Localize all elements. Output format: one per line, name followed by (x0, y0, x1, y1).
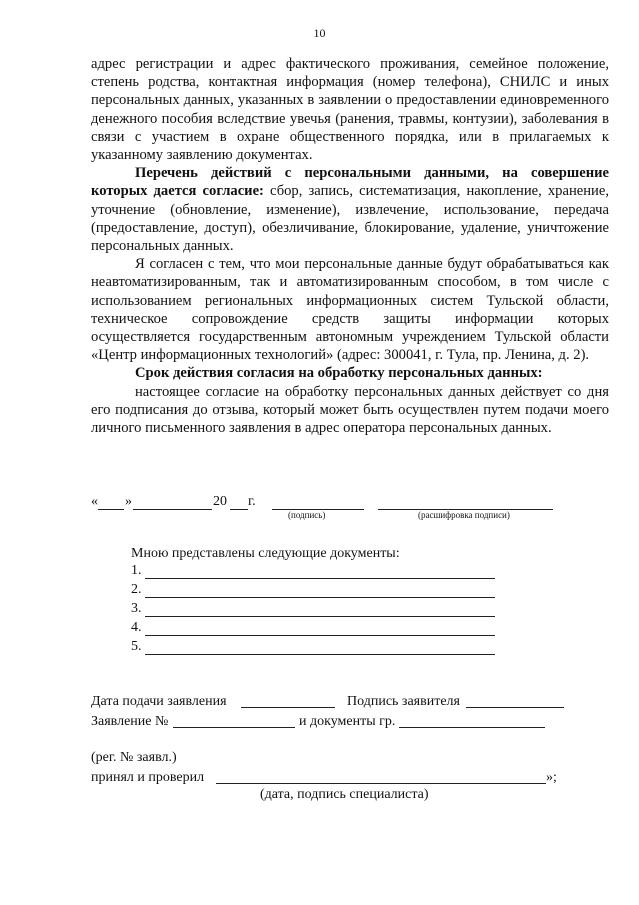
paragraph-personal-data-list: адрес регистрации и адрес фактического проживания, семейное положение, степень родства, контактная информация (номер телефона), СНИЛС и иных персональных данных, указанных в заявлении о предоставлении единовременного денежного пособия вследствие увечья (ранения, травмы, контузии), заболевания в связи с участием в охране общественного порядка, или в прилагаемых к указанному заявлению документах. (91, 56, 609, 164)
signature-caption: (подпись) (288, 510, 326, 520)
document-field[interactable] (145, 635, 495, 636)
day-field[interactable] (98, 509, 124, 510)
year-field[interactable] (230, 509, 248, 510)
application-number-field[interactable] (173, 727, 295, 728)
accepted-label: принял и проверил (91, 770, 205, 785)
document-line[interactable] (131, 601, 400, 620)
document-field[interactable] (145, 616, 495, 617)
document-field[interactable] (145, 578, 495, 579)
paragraph-validity: настоящее согласие на обработку персональных данных действует со дня его подписания до отзыва, который может быть осуществлен путем подачи моего личного письменного заявления в адрес оператора персональных данных. (91, 383, 609, 437)
document-line[interactable] (131, 639, 400, 658)
document-line[interactable] (131, 620, 400, 639)
reg-number-label: (рег. № заявл.) (91, 750, 177, 765)
page-number: 10 (313, 26, 326, 40)
document-line[interactable] (131, 563, 400, 582)
applicant-signature-label: Подпись заявителя (347, 694, 460, 709)
submit-date-field[interactable] (241, 707, 335, 708)
applicant-signature-field[interactable] (466, 707, 564, 708)
month-field[interactable] (133, 509, 212, 510)
documents-of-label: и документы гр. (299, 714, 396, 729)
actions-heading: Перечень действий с персональными данными, на совершение которых дается согласие: (91, 165, 609, 200)
document-number: 2. (131, 582, 142, 597)
document-number: 3. (131, 601, 142, 616)
date-open-quote: « (91, 494, 98, 509)
document-field[interactable] (145, 597, 495, 598)
signature-row (91, 494, 611, 524)
submit-date-label: Дата подачи заявления (91, 694, 227, 709)
document-number: 4. (131, 620, 142, 635)
application-number-label: Заявление № (91, 714, 169, 729)
consent-text (91, 55, 609, 437)
document-line[interactable] (131, 582, 400, 601)
paragraph-processing-methods: Я согласен с тем, что мои персональные данные будут обрабатываться как неавтоматизированным, так и автоматизированным способом, в том числе с использованием региональных информационных систем Тульской области, техническое сопровождение средств защиты информации которых осуществляется государственным автономным учреждением Тульской области «Центр информационных технологий» (адрес: 300041, г. Тула, пр. Ленина, д. 2). (91, 256, 609, 364)
validity-heading: Срок действия согласия на обработку персональных данных: (135, 365, 543, 382)
actions-list: сбор, запись, систематизация, накопление, хранение, уточнение (обновление, изменение), извлечение, использование, передача (предоставление, доступ), обезличивание, блокирование, удаление, уничтожение персональных данных. (91, 183, 609, 255)
signature-decode-caption: (расшифровка подписи) (418, 510, 510, 520)
year-prefix: 20 (213, 494, 227, 509)
date-close-quote: » (125, 494, 132, 509)
document-number: 5. (131, 639, 142, 654)
year-suffix: г. (248, 494, 256, 509)
specialist-caption: (дата, подпись специалиста) (260, 787, 429, 802)
document-field[interactable] (145, 654, 495, 655)
documents-list (131, 546, 400, 658)
citizen-name-field[interactable] (399, 727, 545, 728)
specialist-field[interactable] (216, 783, 546, 784)
paragraph-actions (91, 164, 609, 255)
accepted-end: »; (546, 770, 557, 785)
document-number: 1. (131, 563, 142, 578)
documents-title: Мною представлены следующие документы: (131, 546, 400, 561)
